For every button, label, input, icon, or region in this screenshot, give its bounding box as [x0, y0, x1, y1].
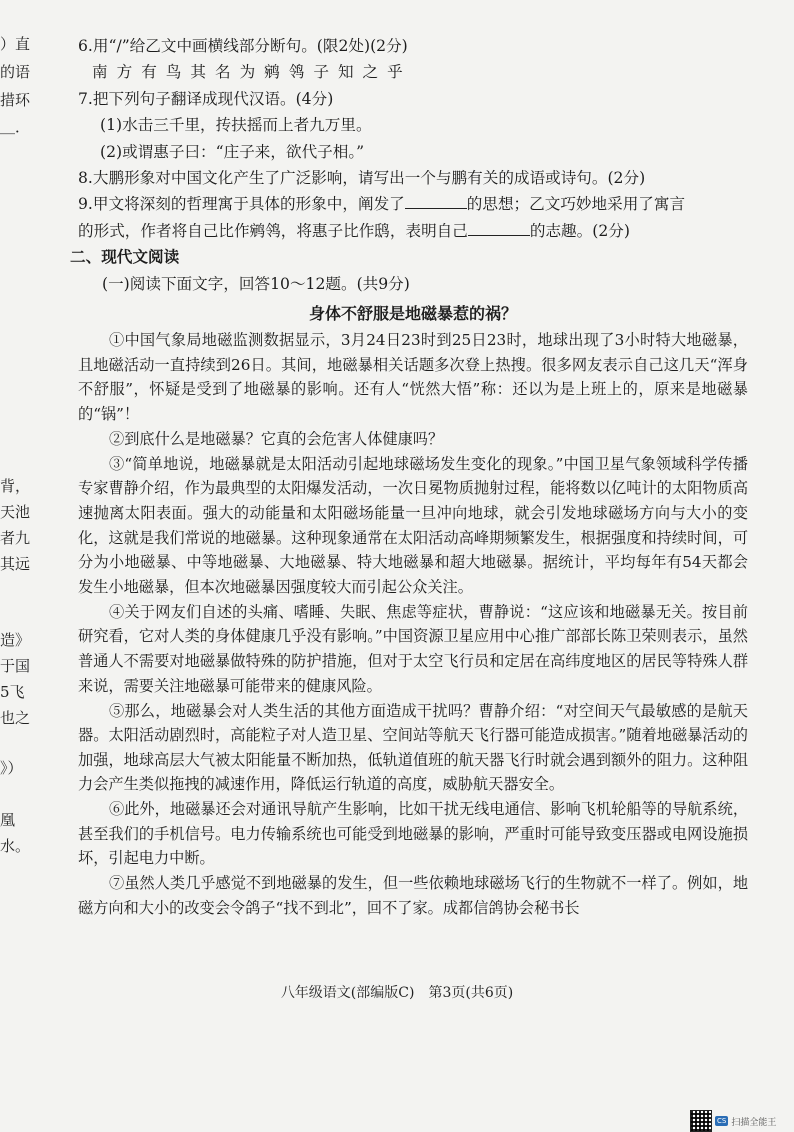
margin-fragment: 5飞 — [0, 683, 25, 701]
margin-fragment: 也之 — [0, 709, 30, 727]
question-9-line-1 — [78, 191, 748, 217]
margin-fragment: ＿． — [0, 118, 30, 136]
question-9-part-c: 的形式，作者将自己比作鹓鸰，将惠子比作鸱，表明自己 — [78, 221, 468, 240]
article-paragraph: ①中国气象局地磁监测数据显示，3月24日23时到25日23时，地球出现了3小时特大地磁暴，且地磁活动一直持续到26日。其间，地磁暴相关话题多次登上热搜。很多网友表示自己这几天“浑身不舒服”，怀疑是受到了地磁暴的影响。还有人“恍然大悟”称：还以为是上班上的，原来是地磁暴的“锅”！ — [78, 331, 748, 423]
margin-fragment: 凰 — [0, 811, 16, 829]
margin-fragment: 造》 — [0, 631, 30, 649]
question-7-item-2: (2)或谓惠子曰：“庄子来，欲代子相。” — [100, 142, 365, 161]
watermark-text: 扫描全能王 — [731, 1117, 777, 1128]
page-content — [70, 33, 748, 921]
article-paragraph: ⑤那么，地磁暴会对人类生活的其他方面造成干扰吗？曹静介绍：“对空间天气最敏感的是航天器。太阳活动剧烈时，高能粒子对人造卫星、空间站等航天飞行器可能造成损害。”随着地磁暴活动的加强，地球高层大气被太阳能量不断加热，低轨道值班的航天器飞行时就会遇到额外的阻力。这种阻力会产生类似拖拽的减速作用，降低运行轨道的高度，威胁航天器安全。 — [78, 701, 748, 794]
margin-fragment: 其远 — [0, 555, 30, 573]
margin-fragment: 的语 — [0, 63, 30, 81]
question-8: 8.大鹏形象对中国文化产生了广泛影响，请写出一个与鹏有关的成语或诗句。(2分) — [78, 169, 646, 188]
margin-fragment: 》） — [0, 759, 23, 777]
answer-blank[interactable] — [468, 220, 530, 236]
section-heading: 二、现代文阅读 — [70, 247, 180, 267]
article-paragraph: ②到底什么是地磁暴？它真的会危害人体健康吗？ — [109, 429, 444, 448]
margin-fragment: 天池 — [0, 503, 30, 521]
margin-fragment: 者九 — [0, 529, 30, 547]
margin-fragment: 背， — [0, 477, 30, 495]
page-footer: 八年级语文(部编版C) 第3页(共6页) — [280, 985, 514, 1001]
question-9-part-b: 的思想；乙文巧妙地采用了寓言 — [466, 195, 686, 214]
subsection-heading: (一)阅读下面文字，回答10～12题。(共9分) — [102, 274, 410, 293]
question-9-part-a: 9.甲文将深刻的哲理寓于具体的形象中，阐发了 — [78, 195, 405, 214]
article-paragraph: ⑥此外，地磁暴还会对通讯导航产生影响，比如干扰无线电通信、影响飞机轮船等的导航系统，甚至我们的手机信号。电力传输系统也可能受到地磁暴的影响，严重时可能导致变压器或电网设施损坏，引起电力中断。 — [78, 800, 748, 868]
camscanner-logo-icon: CS — [717, 1117, 727, 1125]
question-6-text: 南方有鸟其名为鹓鸰子知之乎 — [92, 63, 412, 82]
article-paragraph: ④关于网友们自述的头痛、嗜睡、失眠、焦虑等症状，曹静说：“这应该和地磁暴无关。按目前研究看，它对人类的身体健康几乎没有影响。”中国资源卫星应用中心推广部部长陈卫荣则表示，虽然普通人不需要对地磁暴做特殊的防护措施，但对于太空飞行员和定居在高纬度地区的居民等特殊人群来说，需要关注地磁暴可能带来的健康风险。 — [78, 602, 748, 695]
margin-fragment: 措环 — [0, 91, 30, 109]
question-9-line-2 — [78, 218, 748, 244]
margin-fragment: 水。 — [0, 837, 30, 855]
article-title: 身体不舒服是地磁暴惹的祸？ — [308, 304, 517, 324]
question-9-part-d: 的志趣。(2分) — [529, 221, 630, 240]
question-7-item-1: (1)水击三千里，抟扶摇而上者九万里。 — [100, 116, 372, 135]
margin-fragment: ）直 — [0, 35, 30, 53]
question-6: 6.用“/”给乙文中画横线部分断句。(限2处)(2分) — [78, 37, 408, 55]
article-paragraph: ⑦虽然人类几乎感觉不到地磁暴的发生，但一些依赖地球磁场飞行的生物就不一样了。例如，地磁方向和大小的改变会令鸽子“找不到北”，回不了家。成都信鸽协会秘书长 — [78, 874, 748, 918]
margin-fragment: 于国 — [0, 657, 30, 675]
qr-code-icon — [690, 1110, 712, 1132]
article-paragraph: ③“简单地说，地磁暴就是太阳活动引起地球磁场发生变化的现象。”中国卫星气象领域科学传播专家曹静介绍，作为最典型的太阳爆发活动，一次日冕物质抛射过程，能将数以亿吨计的太阳物质高速抛离太阳表面。强大的动能量和太阳磁场能量一旦冲向地球，就会引发地球磁场方向与大小的变化，这就是我们常说的地磁暴。这种现象通常在太阳活动高峰期频繁发生，根据强度和持续时间，可分为小地磁暴、中等地磁暴、大地磁暴、特大地磁暴和超大地磁暴。据统计，平均每年有54天都会发生小地磁暴，但本次地磁暴因强度较大而引起公众关注。 — [78, 454, 748, 596]
question-7: 7.把下列句子翻译成现代汉语。(4分) — [78, 89, 334, 108]
answer-blank[interactable] — [405, 193, 467, 209]
scanner-watermark — [690, 1110, 776, 1132]
